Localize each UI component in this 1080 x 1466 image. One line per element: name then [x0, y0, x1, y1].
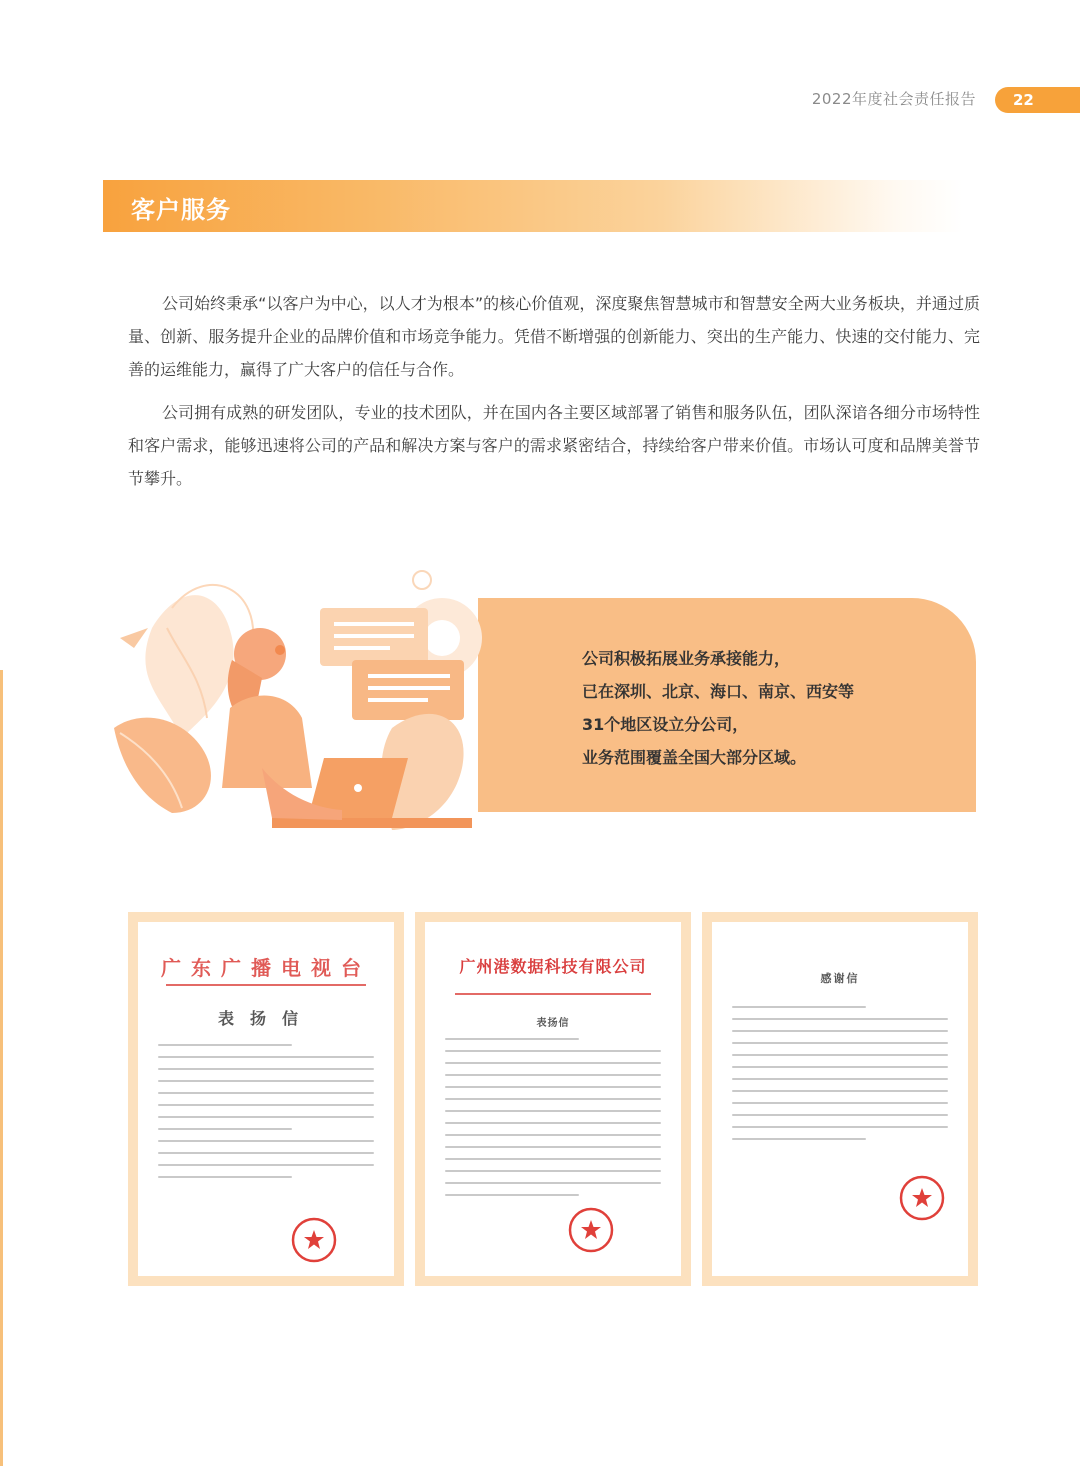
certificate-text-lines — [445, 1038, 661, 1206]
section-title: 客户服务 — [131, 196, 231, 224]
left-edge-rule — [0, 670, 3, 1466]
heading-rule — [455, 993, 651, 995]
certificate-document — [425, 922, 681, 1276]
certificate-heading: 感谢信 — [820, 972, 860, 985]
certificate-guangzhou-port-data — [415, 912, 691, 1286]
certificate-guangdong-tv — [128, 912, 404, 1286]
red-seal-icon — [898, 1174, 946, 1222]
certificate-document — [138, 922, 394, 1276]
heading-rule — [166, 984, 366, 986]
certificate-document — [712, 922, 968, 1276]
highlight-line: 31个地区设立分公司， — [582, 715, 749, 734]
team-paragraph: 公司拥有成熟的研发团队，专业的技术团队，并在国内各主要区域部署了销售和服务队伍，团队深谙各细分市场特性和客户需求，能够迅速将公司的产品和解决方案与客户的需求紧密结合，持续给客户带来价值。市场认可度和品牌美誉节节攀升。 — [128, 403, 980, 488]
intro-paragraph: 公司始终秉承“以客户为中心，以人才为根本”的核心价值观，深度聚焦智慧城市和智慧安全两大业务板块，并通过质量、创新、服务提升企业的品牌价值和市场竞争能力。凭借不断增强的创新能力、突出的生产能力、快速的交付能力、完善的运维能力，赢得了广大客户的信任与合作。 — [128, 294, 980, 379]
certificate-heading: 广州港数据科技有限公司 — [459, 957, 647, 976]
highlight-line: 业务范围覆盖全国大部分区域。 — [582, 748, 807, 767]
page-number-tab: 22 — [995, 87, 1080, 113]
certificate-text-lines — [732, 1006, 948, 1150]
certificate-thank-you-letter — [702, 912, 978, 1286]
highlight-line: 已在深圳、北京、海口、南京、西安等 — [582, 682, 855, 701]
red-seal-icon — [567, 1206, 615, 1254]
certificate-subheading: 表扬信 — [217, 1009, 314, 1028]
section-banner — [103, 180, 963, 232]
certificate-subheading: 表扬信 — [536, 1018, 570, 1029]
red-seal-icon — [290, 1216, 338, 1264]
report-title: 2022年度社会责任报告 — [811, 90, 976, 108]
customer-service-illustration — [112, 568, 512, 830]
highlight-text — [582, 642, 854, 774]
highlight-line: 公司积极拓展业务承接能力， — [582, 649, 791, 668]
certificate-text-lines — [158, 1044, 374, 1188]
highlight-panel — [478, 598, 976, 812]
certificate-heading: 广东广播电视台 — [161, 956, 371, 980]
